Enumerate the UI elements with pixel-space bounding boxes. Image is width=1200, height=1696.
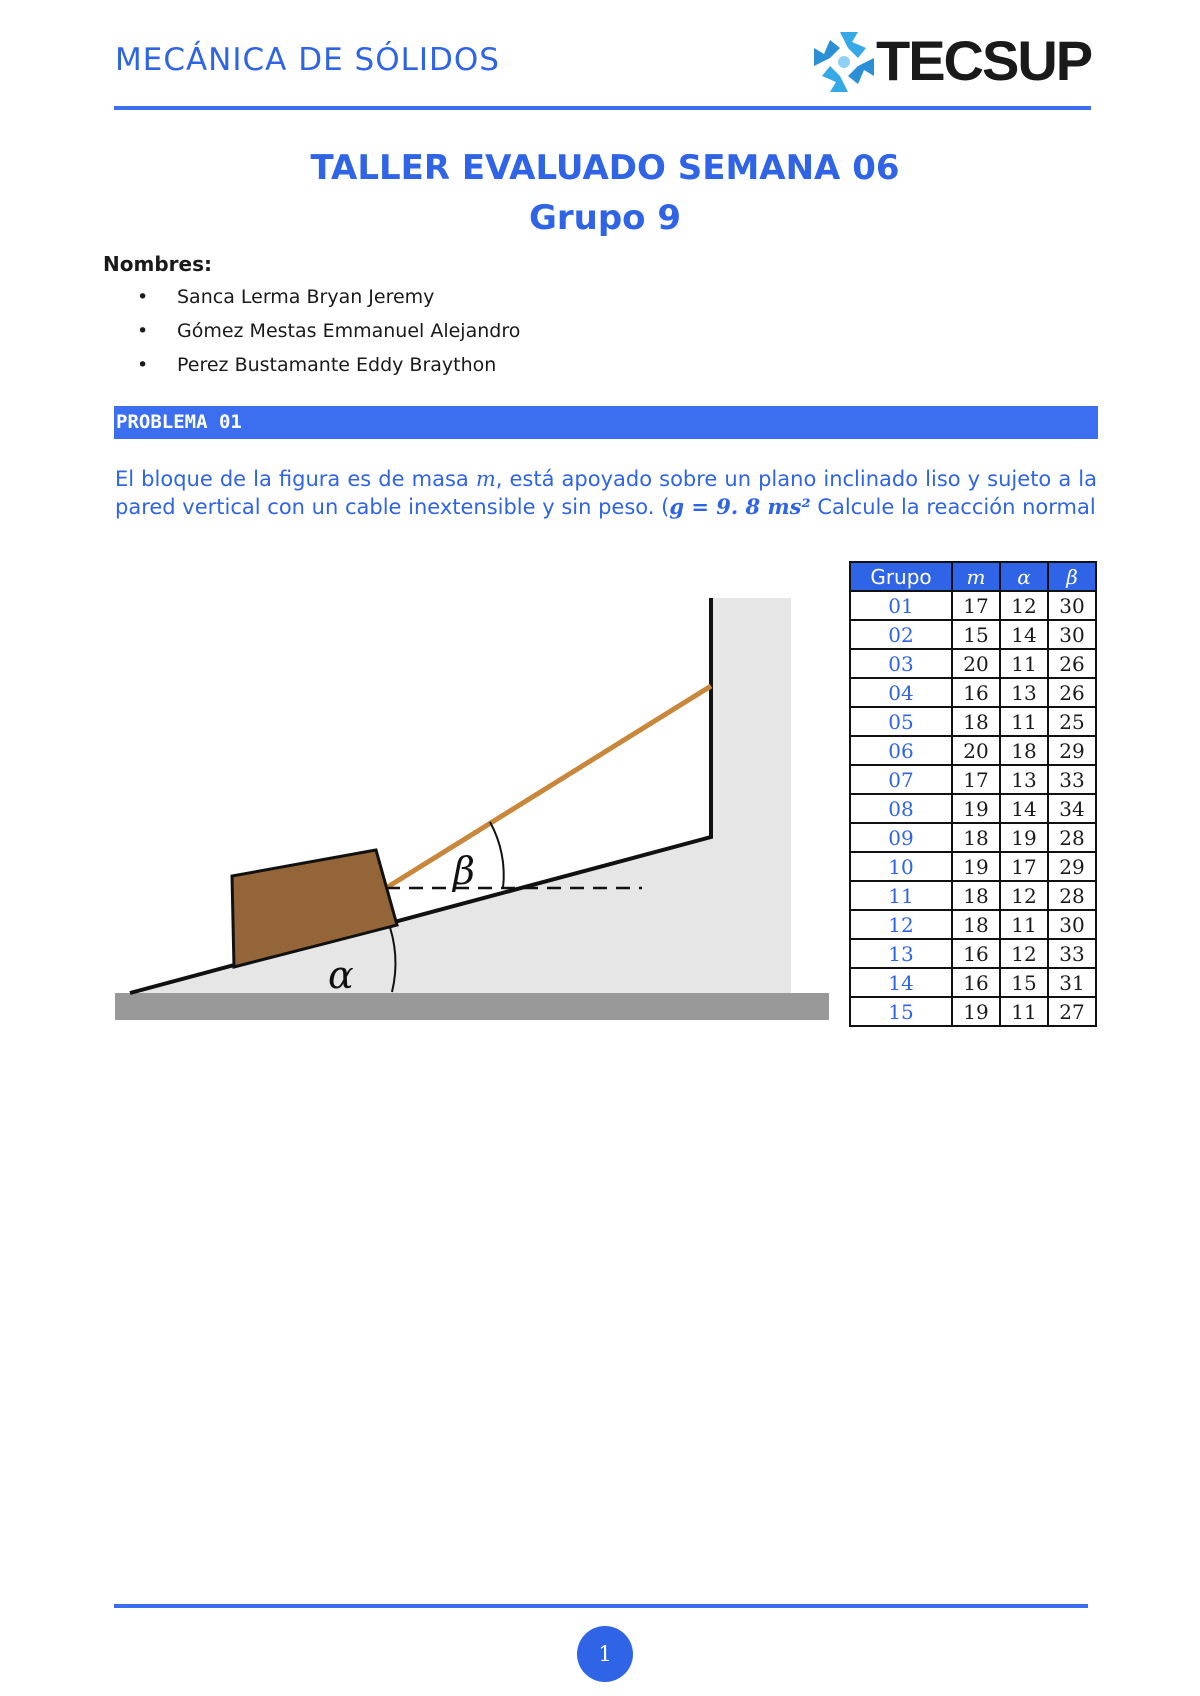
cell-m: 20 (952, 736, 1000, 765)
cell-beta: 27 (1048, 997, 1096, 1026)
cell-m: 19 (952, 794, 1000, 823)
group-subtitle: Grupo 9 (528, 198, 682, 238)
cell-m: 18 (952, 707, 1000, 736)
beta-arc (490, 822, 504, 888)
cell-m: 17 (952, 765, 1000, 794)
col-header-grupo: Grupo (850, 562, 952, 591)
cell-grupo: 05 (850, 707, 952, 736)
problem-label: PROBLEMA 01 (116, 411, 242, 433)
cell-m: 16 (952, 678, 1000, 707)
cell-grupo: 06 (850, 736, 952, 765)
table-row (850, 968, 1096, 997)
cell-alpha: 11 (1000, 997, 1048, 1026)
cell-beta: 33 (1048, 765, 1096, 794)
page-number: 1 (577, 1626, 633, 1682)
cell-beta: 26 (1048, 649, 1096, 678)
group-data-table (849, 561, 1097, 1027)
incline-figure (110, 598, 830, 1038)
cell-alpha: 11 (1000, 707, 1048, 736)
cell-alpha: 14 (1000, 620, 1048, 649)
cell-beta: 28 (1048, 823, 1096, 852)
cell-grupo: 14 (850, 968, 952, 997)
names-label: Nombres: (103, 252, 212, 276)
cell-alpha: 12 (1000, 591, 1048, 620)
bullet-icon: • (137, 286, 149, 308)
tecsup-logo (808, 22, 1090, 102)
cell-m: 16 (952, 939, 1000, 968)
cell-beta: 25 (1048, 707, 1096, 736)
table-row (850, 910, 1096, 939)
cell-alpha: 17 (1000, 852, 1048, 881)
cell-alpha: 11 (1000, 649, 1048, 678)
cell-grupo: 13 (850, 939, 952, 968)
gravity-value: g = 9. 8 ms² (669, 494, 811, 519)
list-item: • Perez Bustamante Eddy Braython (137, 354, 497, 376)
cell-beta: 34 (1048, 794, 1096, 823)
cell-m: 16 (952, 968, 1000, 997)
cell-beta: 29 (1048, 736, 1096, 765)
list-item: • Sanca Lerma Bryan Jeremy (137, 286, 435, 308)
footer-rule (114, 1604, 1088, 1608)
table-row (850, 591, 1096, 620)
cell-grupo: 04 (850, 678, 952, 707)
cell-beta: 33 (1048, 939, 1096, 968)
cell-alpha: 12 (1000, 881, 1048, 910)
problem-statement: El bloque de la figura es de masa m, está apoyado sobre un plano inclinado liso y sujeto a la pared vertical con un cable inextensible y sin peso. (g = 9. 8 ms² Calcule la reacción normal (115, 467, 1097, 519)
cell-m: 17 (952, 591, 1000, 620)
cell-beta: 28 (1048, 881, 1096, 910)
cell-m: 19 (952, 852, 1000, 881)
logo-text: TECSUP (876, 29, 1092, 92)
cell-grupo: 09 (850, 823, 952, 852)
cell-m: 18 (952, 823, 1000, 852)
alpha-label: α (328, 953, 354, 997)
cell-alpha: 11 (1000, 910, 1048, 939)
cell-alpha: 18 (1000, 736, 1048, 765)
cell-beta: 31 (1048, 968, 1096, 997)
table-row (850, 736, 1096, 765)
bullet-icon: • (137, 320, 149, 342)
cell-beta: 30 (1048, 591, 1096, 620)
cell-beta: 30 (1048, 910, 1096, 939)
cell-m: 18 (952, 881, 1000, 910)
table-row (850, 794, 1096, 823)
cell-grupo: 01 (850, 591, 952, 620)
logo-emblem-icon (808, 22, 878, 102)
cell-grupo: 02 (850, 620, 952, 649)
cell-m: 18 (952, 910, 1000, 939)
bullet-icon: • (137, 354, 149, 376)
ground (115, 993, 829, 1020)
table-row (850, 823, 1096, 852)
table-row (850, 852, 1096, 881)
header-title: MECÁNICA DE SÓLIDOS (115, 42, 500, 78)
table-row (850, 939, 1096, 968)
cell-m: 19 (952, 997, 1000, 1026)
cell-alpha: 12 (1000, 939, 1048, 968)
cell-grupo: 08 (850, 794, 952, 823)
cell-alpha: 15 (1000, 968, 1048, 997)
cell-m: 20 (952, 649, 1000, 678)
col-header-m: m (952, 562, 1000, 591)
page-title: TALLER EVALUADO SEMANA 06 (310, 148, 900, 188)
cell-grupo: 10 (850, 852, 952, 881)
table-row (850, 765, 1096, 794)
table-row (850, 881, 1096, 910)
col-header-beta: β (1048, 562, 1096, 591)
header-rule (114, 106, 1091, 110)
names-list (135, 286, 520, 388)
cell-grupo: 12 (850, 910, 952, 939)
problem-heading-bar (114, 406, 1098, 439)
cell-grupo: 07 (850, 765, 952, 794)
table-row (850, 707, 1096, 736)
cell-beta: 29 (1048, 852, 1096, 881)
list-item: • Gómez Mestas Emmanuel Alejandro (137, 320, 521, 342)
col-header-alpha: α (1000, 562, 1048, 591)
cell-grupo: 03 (850, 649, 952, 678)
table-header-row (850, 562, 1096, 591)
table-row (850, 620, 1096, 649)
cell-alpha: 13 (1000, 678, 1048, 707)
table-body (850, 591, 1096, 1026)
cell-alpha: 13 (1000, 765, 1048, 794)
cell-beta: 30 (1048, 620, 1096, 649)
cell-m: 15 (952, 620, 1000, 649)
cell-grupo: 15 (850, 997, 952, 1026)
cell-beta: 26 (1048, 678, 1096, 707)
mass-variable: m (475, 467, 496, 491)
cell-alpha: 19 (1000, 823, 1048, 852)
table-row (850, 678, 1096, 707)
wall-fill (711, 598, 791, 993)
beta-label: β (453, 849, 475, 893)
cell-alpha: 14 (1000, 794, 1048, 823)
cell-grupo: 11 (850, 881, 952, 910)
table-row (850, 997, 1096, 1026)
table-row (850, 649, 1096, 678)
